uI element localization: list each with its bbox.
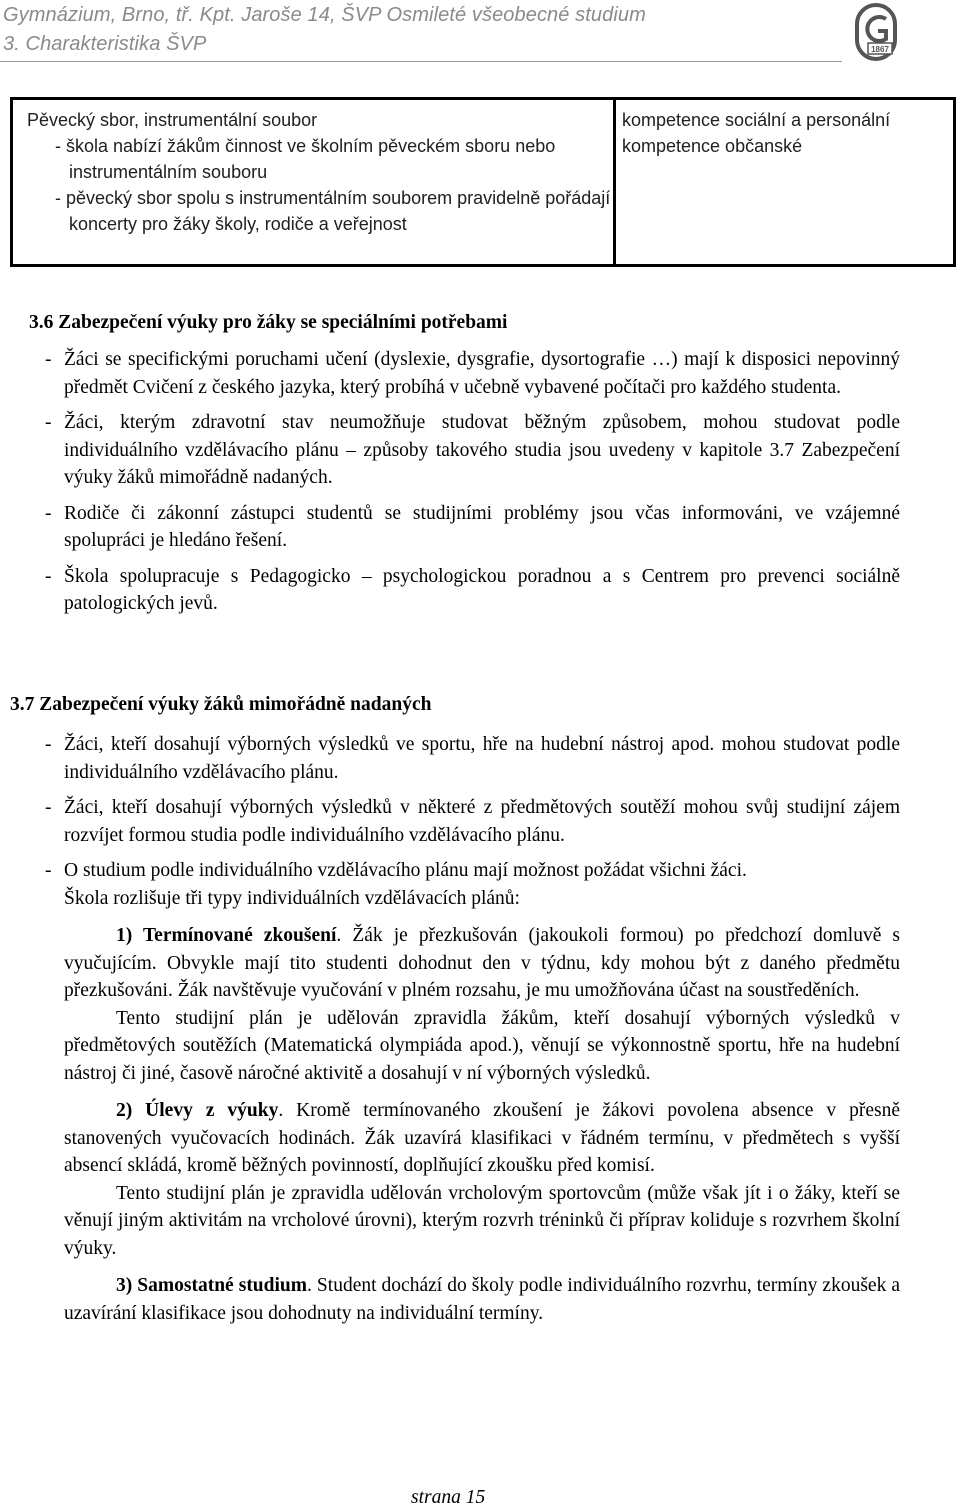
plan-text: . Kromě termínovaného zkoušení je žákovi povolena absence v přesně stanovených vyučovacích hodinách. Žák uzavírá klasifikaci v řádném termínu, v předmětech s vyšší absencí skládá, kromě běžných povinností, doplňující zkoušku před komisí. — [64, 1100, 900, 1176]
list-item — [0, 731, 960, 786]
list-item — [0, 794, 960, 849]
list-item-text: Žáci, kteří dosahují výborných výsledků ve sportu, hře na hudební nástroj apod. mohou studovat podle individuálního vzdělávacího plánu. — [64, 734, 900, 783]
list-item — [0, 857, 960, 885]
list-item-text: Žáci se specifickými poruchami učení (dyslexie, dysgrafie, dysortografie …) mají k disposici nepovinný předmět Cvičení z českého jazyka, který probíhá v učebně vybavené počítači pro každého studenta. — [64, 349, 900, 398]
plan-title: 2) Úlevy z výuky — [116, 1100, 279, 1121]
list-item-text: Škola spolupracuje s Pedagogicko – psychologickou poradnou a s Centrem pro prevenci sociálně patologických jevů. — [64, 565, 900, 614]
plan-text: . Student dochází do školy podle individuálního rozvrhu, termíny zkoušek a uzavírání klasifikace jsou dohodnuty na individuální termíny. — [64, 1275, 901, 1324]
activity-table — [10, 97, 956, 267]
school-logo-icon — [851, 3, 901, 61]
header-chapter-line: 3. Charakteristika ŠVP — [3, 33, 207, 55]
header-school-line: Gymnázium, Brno, tř. Kpt. Jaroše 14, ŠVP Osmileté všeobecné studium — [3, 4, 646, 26]
competence-cell — [616, 100, 953, 264]
list-item-text: Rodiče či zákonní zástupci studentů se studijními problémy jsou včas informováni, ve vzájemné spolupráci je hledáno řešení. — [64, 502, 900, 551]
plan-title: 3) Samostatné studium — [116, 1275, 308, 1296]
list-item — [0, 563, 960, 618]
dash-bullet: - — [45, 412, 52, 433]
section-heading-3-7: 3.7 Zabezpečení výuky žáků mimořádně nadaných — [10, 694, 432, 715]
page-number: strana 15 — [411, 1487, 486, 1508]
page-header — [0, 0, 960, 66]
plan-2-note: Tento studijní plán je zpravidla udělován vrcholovým sportovcům (může však jít i o žáky, kteří se věnují jiným aktivitám na vrcholové úrovni), kterým rozvrh tréninků či příprav koliduje s rozvrhem školní výuky. — [64, 1182, 900, 1259]
dash-bullet: - — [45, 797, 52, 818]
header-divider — [0, 61, 842, 62]
plan-text: . Žák je přezkušován (jakoukoli formou) po předchozí domluvě s vyučujícím. Obvykle mají tito studenti dohodnut den v týdnu, kdy mohou být z daného předmětu přezkušováni. Žák navštěvuje vyučování v plném rozsahu, je mu umožňována účast na soustředěních. — [64, 925, 900, 1001]
list-item — [0, 500, 960, 555]
dash-bullet: - — [45, 734, 52, 755]
list-item-text: Žáci, kterým zdravotní stav neumožňuje studovat běžným způsobem, mohou studovat podle individuálního vzdělávacího plánu – způsoby takového studia jsou uvedeny v kapitole 3.7 Zabezpečení výuky žáků mimořádně nadaných. — [64, 412, 900, 488]
logo-year: 1867 — [871, 45, 889, 54]
activity-cell — [13, 100, 616, 264]
plan-1 — [0, 922, 960, 1005]
plan-3 — [0, 1272, 960, 1327]
list-item-text: Žáci, kteří dosahují výborných výsledků v některé z předmětových soutěží mohou svůj studijní zájem rozvíjet formou studia podle individuálního vzdělávacího plánu. — [64, 797, 900, 846]
section-3-6-body — [0, 346, 960, 626]
list-item-text: O studium podle individuálního vzdělávacího plánu mají možnost požádat všichni žáci. — [64, 860, 747, 881]
dash-bullet: - — [45, 502, 52, 524]
dash-bullet: - — [45, 860, 52, 881]
section-3-7-body — [0, 731, 960, 1327]
plan-2 — [0, 1097, 960, 1180]
activity-item: - pěvecký sbor spolu s instrumentálním souborem pravidelně pořádají koncerty pro žáky školy, rodiče a veřejnost — [55, 188, 611, 234]
activity-item: - škola nabízí žákům činnost ve školním pěveckém sboru nebo instrumentálním souboru — [55, 136, 556, 182]
activity-title: Pěvecký sbor, instrumentální soubor — [27, 110, 318, 130]
plan-types-intro: Škola rozlišuje tři typy individuálních vzdělávacích plánů: — [64, 887, 520, 909]
dash-bullet: - — [45, 349, 52, 370]
list-item — [0, 346, 960, 401]
competence-item: kompetence občanské — [622, 136, 803, 156]
dash-bullet: - — [45, 565, 52, 587]
section-heading-3-6: 3.6 Zabezpečení výuky pro žáky se speciálními potřebami — [29, 312, 508, 333]
list-item — [0, 409, 960, 492]
plan-1-note: Tento studijní plán je udělován zpravidla žákům, kteří dosahují výborných výsledků v předmětových soutěžích (Matematická olympiáda apod.), věnují se výkonnostně sportu, hře na hudební nástroj či jiné, časově náročné aktivitě a dosahují v ní výborných výsledků. — [64, 1007, 900, 1084]
competence-item: kompetence sociální a personální — [622, 110, 891, 130]
plan-title: 1) Termínované zkoušení — [116, 925, 337, 946]
